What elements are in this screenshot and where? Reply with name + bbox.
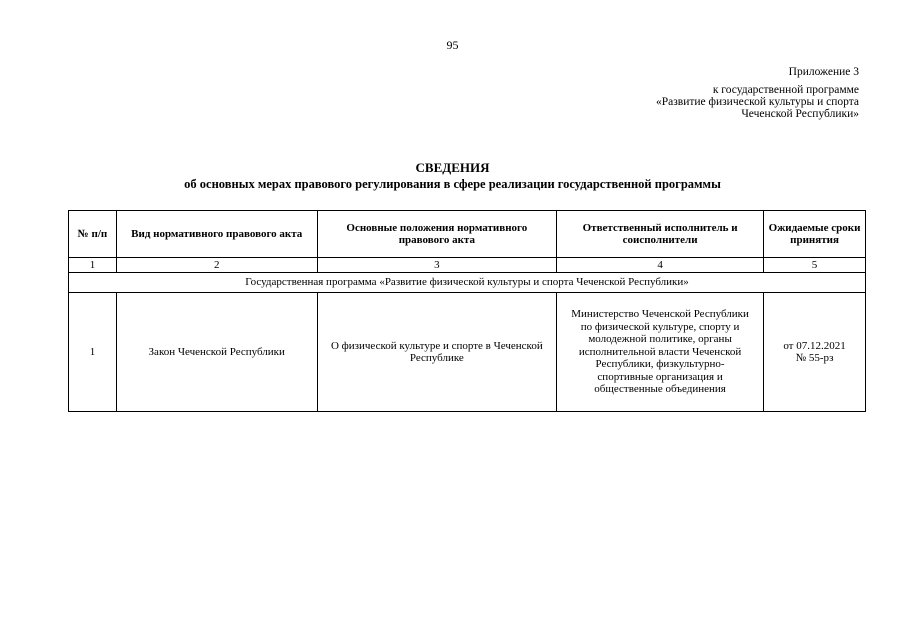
- program-name: Государственная программа «Развитие физической культуры и спорта Чеченской Республики»: [69, 273, 866, 293]
- header-act-type: Вид нормативного правового акта: [116, 211, 317, 258]
- header-responsible: Ответственный исполнитель и соисполнители: [557, 211, 764, 258]
- appendix-label: Приложение 3: [788, 66, 859, 78]
- row-responsible: Министерство Чеченской Республики по физической культуре, спорту и молодежной политике, органы исполнительной власти Чеченской Республики, физкультурно-спортивные организация и общественные объединения: [571, 308, 749, 396]
- document-subtitle: об основных мерах правового регулирования в сфере реализации государственной программы: [184, 177, 721, 191]
- measures-table: [68, 210, 866, 412]
- appendix-line: «Развитие физической культуры и спорта: [656, 96, 859, 108]
- title-block: [0, 160, 905, 192]
- appendix-line: к государственной программе: [712, 84, 859, 96]
- table-row: [69, 293, 866, 412]
- header-number: № п/п: [69, 211, 117, 258]
- column-number: 4: [557, 258, 764, 273]
- row-act-type: Закон Чеченской Республики: [116, 293, 317, 412]
- document-title: СВЕДЕНИЯ: [415, 160, 490, 175]
- column-number: 2: [116, 258, 317, 273]
- column-number-row: [69, 258, 866, 273]
- column-number: 3: [317, 258, 557, 273]
- row-expected-date: [764, 293, 866, 412]
- column-number: 5: [764, 258, 866, 273]
- program-row: [69, 273, 866, 293]
- row-responsible-cell: [557, 293, 764, 412]
- header-expected-date: Ожидаемые сроки принятия: [764, 211, 866, 258]
- row-provisions: О физической культуре и спорте в Чеченской Республике: [317, 293, 557, 412]
- row-date: от 07.12.2021: [783, 339, 846, 352]
- appendix-block: [656, 66, 859, 120]
- appendix-line: Чеченской Республики»: [741, 108, 859, 120]
- table-header-row: [69, 211, 866, 258]
- row-number: 1: [69, 293, 117, 412]
- column-number: 1: [69, 258, 117, 273]
- header-provisions: Основные положения нормативного правового акта: [317, 211, 557, 258]
- page-number: 95: [446, 38, 459, 52]
- row-law-number: № 55-рз: [795, 352, 834, 364]
